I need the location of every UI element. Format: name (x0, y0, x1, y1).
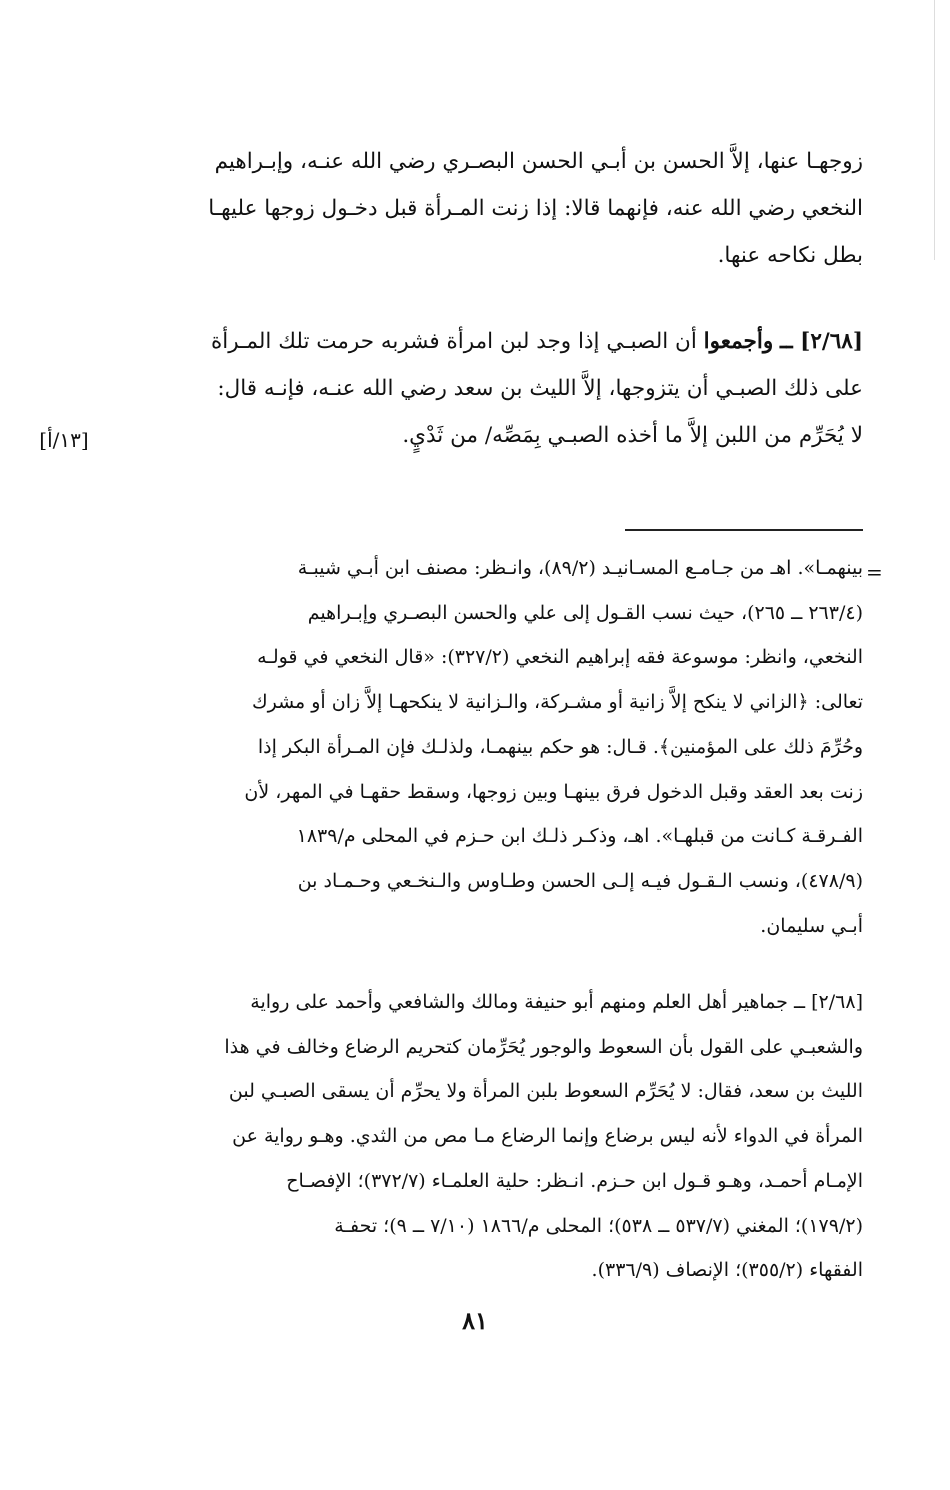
lead-phrase: وأجمعوا (703, 329, 774, 354)
footnote-line: تعالى: ﴿الزاني لا ينكح إلاَّ زانية أو مشـركة، والـزانية لا ينكحهـا إلاَّ زان أو مشرك (251, 691, 863, 714)
text-line: بطل نكاحه عنها. (717, 243, 863, 268)
footnote-line: زنت بعد العقد وقبل الدخول فرق بينهـا وبين زوجها، وسقط حقهـا في المهر، لأن (244, 780, 863, 803)
text-line: زوجهـا عنها، إلاَّ الحسن بن أبـي الحسن البصـري رضي الله عنـه، وإبـراهيم (214, 149, 863, 174)
scan-edge-line (934, 0, 935, 260)
main-paragraph-2 (118, 318, 863, 459)
issue-reference: [٢/٦٨] ــ (780, 329, 863, 354)
footnote-line: والشعبـي على القول بأن السعوط والوجور يُحَرِّمان كتحريم الرضاع وخالف في هذا (224, 1035, 863, 1058)
footnote-line: [٢/٦٨] ــ جماهير أهل العلم ومنهم أبو حنيفة ومالك والشافعي وأحمد على رواية (250, 991, 863, 1013)
footnote-line: وحُرِّمَ ذلك على المؤمنين﴾. قـال: هو حكم بينهمـا، ولذلـك فإن المـرأة البكر إذا (257, 735, 863, 758)
footnote-separator (625, 529, 863, 531)
footnote-line: أبـي سليمان. (760, 914, 863, 937)
text-line: النخعي رضي الله عنه، فإنهما قالا: إذا زنت المـرأة قبل دخـول زوجها عليهـا (208, 196, 863, 221)
footnote-line: (٢٦٣/٤ ــ ٢٦٥)، حيث نسب القـول إلى علي والحسن البصـري وإبـراهيم (307, 601, 863, 624)
text-line: على ذلك الصبـي أن يتزوجها، إلاَّ الليث بن سعد رضي الله عنـه، فإنـه قال: (217, 376, 863, 401)
text-segment: أن الصبـي إذا وجد لبن امرأة فشربه حرمت تلك المـرأة (211, 329, 697, 354)
manuscript-folio-reference: [١٣/أ] (39, 428, 89, 452)
footnote-continuation-mark: = (866, 560, 883, 584)
main-paragraph-1 (118, 138, 863, 279)
page-number: ٨١ (462, 1306, 488, 1335)
footnote-2 (118, 980, 863, 1293)
footnote-line: الليث بن سعد، فقال: لا يُحَرِّم السعوط بلبن المرأة ولا يحرِّم أن يسقى الصبـي لبن (228, 1080, 863, 1103)
footnote-line: (٤٧٨/٩)، ونسب الـقـول فيـه إلـى الحسن وطـاوس والـنخـعي وحـمـاد بن (297, 869, 863, 892)
footnote-line: النخعي، وانظر: موسوعة فقه إبراهيم النخعي (٣٢٧/٢): «قال النخعي في قولـه (257, 646, 863, 669)
footnote-line: الإمـام أحمـد، وهـو قـول ابن حـزم. انـظر: حلية العلمـاء (٣٧٢/٧)؛ الإفصـاح (286, 1169, 863, 1192)
footnote-line: بينهمـا». اهـ من جـامـع المسـانيـد (٨٩/٢)، وانـظر: مصنف ابن أبـي شيبـة (297, 557, 863, 579)
text-line-first (118, 318, 863, 365)
footnote-line: الفقهاء (٣٥٥/٢)؛ الإنصاف (٣٣٦/٩). (591, 1259, 863, 1282)
text-line: لا يُحَرِّم من اللبن إلاَّ ما أخذه الصبـي بِمَصِّه/ من ثَدْيٍ. (402, 423, 863, 448)
footnote-1 (118, 546, 863, 948)
footnote-line: (١٧٩/٢)؛ المغني (٥٣٧/٧ ــ ٥٣٨)؛ المحلى م/١٨٦٦ (٧/١٠ ــ ٩)؛ تحفـة (334, 1214, 863, 1237)
footnote-line: الفـرقـة كـانت من قبلهـا». اهـ، وذكـر ذلـك ابن حـزم في المحلى م/١٨٣٩ (296, 825, 863, 848)
footnote-line: المرأة في الدواء لأنه ليس برضاع وإنما الرضاع مـا مص من الثدي. وهـو رواية عن (232, 1125, 863, 1148)
